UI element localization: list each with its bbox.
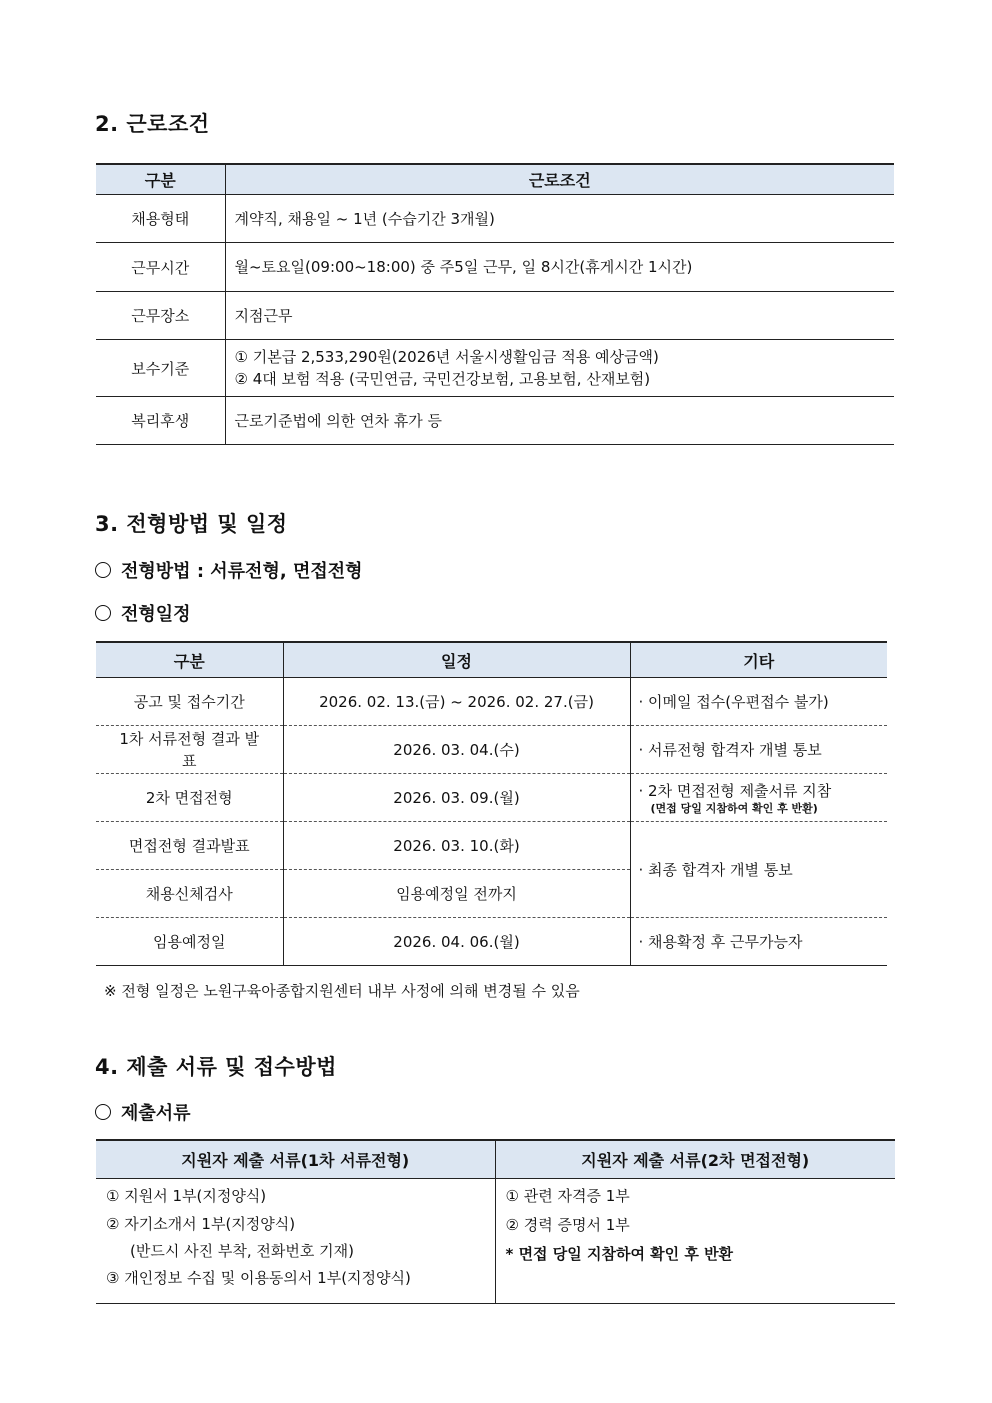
schedule-subtitle [95, 600, 191, 626]
table-row [96, 918, 887, 966]
table-header-row [96, 1140, 895, 1179]
column-header: 구분 [96, 164, 225, 195]
row-date: 2026. 03. 10.(화) [283, 822, 630, 870]
table-header-row [96, 642, 887, 678]
table-row [96, 774, 887, 822]
selection-method-text: 전형방법 : 서류전형, 면접전형 [121, 561, 363, 582]
schedule-table [96, 641, 887, 966]
row-label: 면접전형 결과발표 [96, 822, 283, 870]
row-label: 복리후생 [96, 397, 225, 445]
row-date: 임용예정일 전까지 [283, 870, 630, 918]
circle-bullet-icon [95, 562, 111, 578]
circle-bullet-icon [95, 605, 111, 621]
row-value: 근로기준법에 의한 연차 휴가 등 [225, 397, 894, 445]
document-item: ② 경력 증명서 1부 [505, 1216, 630, 1234]
documents-subtitle [95, 1099, 191, 1125]
table-row [96, 340, 894, 397]
column-header: 구분 [96, 642, 283, 678]
row-value [225, 340, 894, 397]
row-label: 채용형태 [96, 195, 225, 243]
note-subline: (면접 당일 지참하여 확인 후 반환) [650, 801, 818, 815]
section-4-title: 4. 제출 서류 및 접수방법 [95, 1055, 337, 1079]
column-header: 근로조건 [225, 164, 894, 195]
section-3-title: 3. 전형방법 및 일정 [95, 512, 288, 536]
row-note [630, 774, 887, 822]
row-label: 근무장소 [96, 292, 225, 340]
section-2-title: 2. 근로조건 [95, 112, 210, 136]
table-row [96, 243, 894, 292]
value-line: ① 기본급 2,533,290원(2026년 서울시생활임금 적용 예상금액) [234, 348, 659, 366]
column-header: 지원자 제출 서류(1차 서류전형) [96, 1140, 495, 1179]
table-row [96, 726, 887, 774]
row-label: 1차 서류전형 결과 발표 [96, 726, 283, 774]
row-label: 공고 및 접수기간 [96, 678, 283, 726]
documents-table [96, 1139, 895, 1304]
table-row [96, 678, 887, 726]
row-note: · 채용확정 후 근무가능자 [630, 918, 887, 966]
table-row [96, 822, 887, 870]
row-date: 2026. 04. 06.(월) [283, 918, 630, 966]
row-label: 근무시간 [96, 243, 225, 292]
documents-subtitle-text: 제출서류 [121, 1103, 191, 1124]
document-item: ③ 개인정보 수집 및 이용동의서 1부(지정양식) [106, 1269, 411, 1287]
table-row [96, 292, 894, 340]
schedule-subtitle-text: 전형일정 [121, 604, 191, 625]
document-note: * 면접 당일 지참하여 확인 후 반환 [505, 1245, 734, 1263]
second-round-documents [495, 1179, 895, 1304]
table-row [96, 1179, 895, 1304]
table-row [96, 195, 894, 243]
row-label: 보수기준 [96, 340, 225, 397]
document-item: ② 자기소개서 1부(지정양식) [106, 1215, 296, 1233]
document-item-note: (반드시 사진 부착, 전화번호 기재) [130, 1242, 354, 1260]
schedule-footnote: ※ 전형 일정은 노원구육아종합지원센터 내부 사정에 의해 변경될 수 있음 [104, 982, 580, 1000]
table-header-row [96, 164, 894, 195]
row-label: 임용예정일 [96, 918, 283, 966]
document-item: ① 지원서 1부(지정양식) [106, 1187, 267, 1205]
row-value: 월~토요일(09:00~18:00) 중 주5일 근무, 일 8시간(휴게시간 1시간) [225, 243, 894, 292]
row-note: · 이메일 접수(우편접수 불가) [630, 678, 887, 726]
row-note: · 서류전형 합격자 개별 통보 [630, 726, 887, 774]
row-label: 채용신체검사 [96, 870, 283, 918]
row-date: 2026. 03. 04.(수) [283, 726, 630, 774]
note-line: · 2차 면접전형 제출서류 지참 [638, 781, 832, 800]
work-conditions-table [96, 163, 894, 445]
row-date: 2026. 03. 09.(월) [283, 774, 630, 822]
table-row [96, 397, 894, 445]
circle-bullet-icon [95, 1104, 111, 1120]
selection-method [95, 557, 363, 583]
document-item: ① 관련 자격증 1부 [505, 1187, 630, 1205]
row-date: 2026. 02. 13.(금) ~ 2026. 02. 27.(금) [283, 678, 630, 726]
column-header: 지원자 제출 서류(2차 면접전형) [495, 1140, 895, 1179]
column-header: 일정 [283, 642, 630, 678]
row-note: · 최종 합격자 개별 통보 [630, 822, 887, 918]
value-line: ② 4대 보험 적용 (국민연금, 국민건강보험, 고용보험, 산재보험) [234, 370, 651, 388]
column-header: 기타 [630, 642, 887, 678]
row-value: 지점근무 [225, 292, 894, 340]
first-round-documents [96, 1179, 495, 1304]
row-label: 2차 면접전형 [96, 774, 283, 822]
row-value: 계약직, 채용일 ~ 1년 (수습기간 3개월) [225, 195, 894, 243]
